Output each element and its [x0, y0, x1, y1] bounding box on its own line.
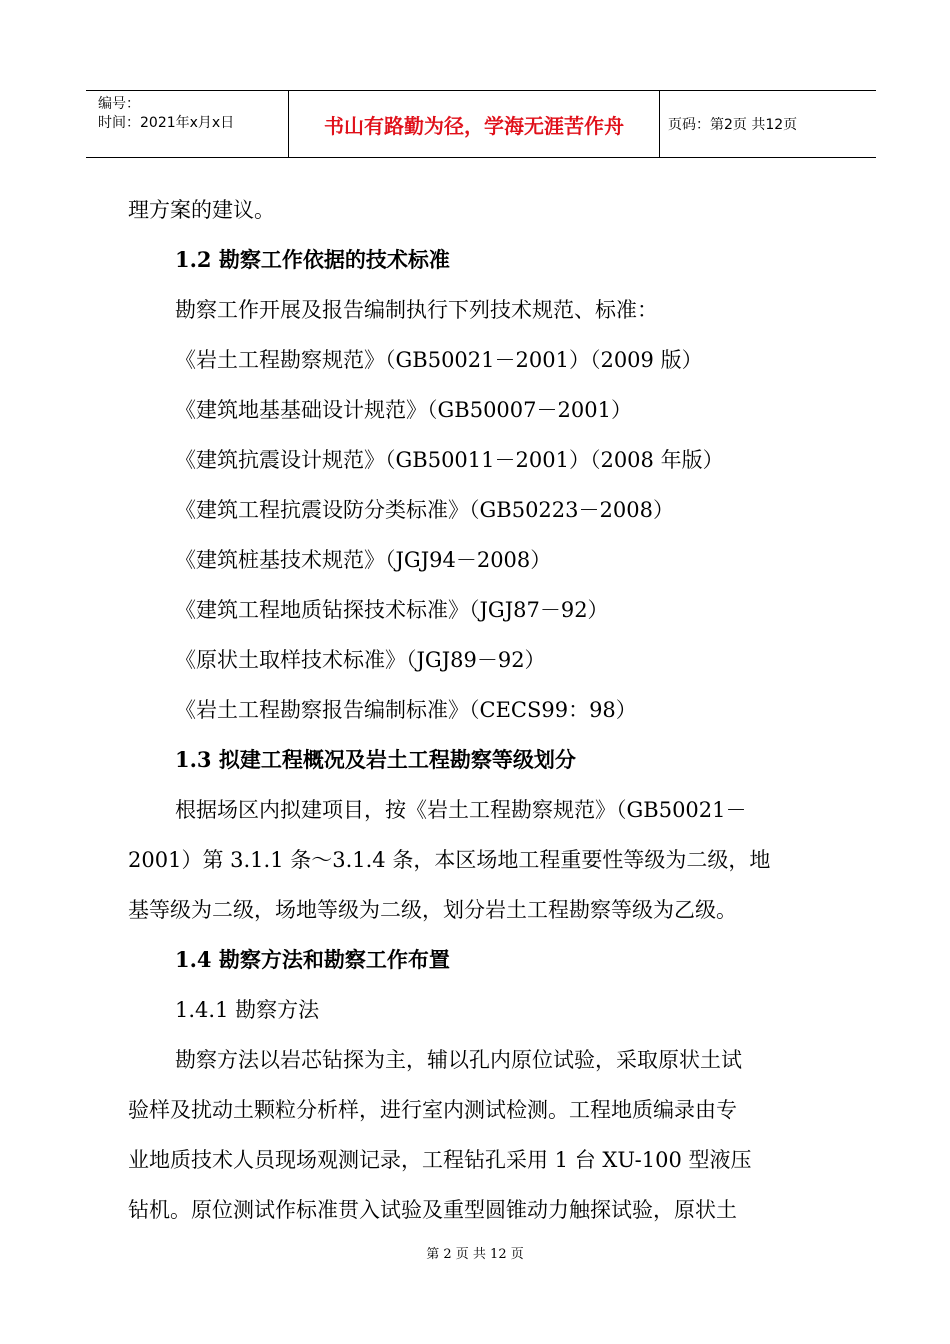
- paragraph-line: 2001）第 3.1.1 条～3.1.4 条，本区场地工程重要性等级为二级，地: [128, 848, 771, 872]
- paragraph-line: 理方案的建议。: [128, 198, 275, 222]
- page-footer: 第 2 页 共 12 页: [426, 1247, 524, 1262]
- standard-item: 《建筑抗震设计规范》（GB50011－2001）（2008 年版）: [175, 448, 724, 472]
- standard-item: 《建筑工程抗震设防分类标准》（GB50223－2008）: [175, 498, 674, 522]
- paragraph-line: 验样及扰动土颗粒分析样，进行室内测试检测。工程地质编录由专: [128, 1098, 737, 1122]
- standard-item: 《建筑地基基础设计规范》（GB50007－2001）: [175, 398, 632, 422]
- header-motto: 书山有路勤为径，学海无涯苦作舟: [288, 91, 660, 157]
- header-page-info: 页码：第2页 共12页: [668, 117, 798, 133]
- subsection-heading-1-4-1: 1.4.1 勘察方法: [175, 998, 320, 1022]
- paragraph-line: 基等级为二级，场地等级为二级，划分岩土工程勘察等级为乙级。: [128, 898, 737, 922]
- section-heading-1-4: 1.4 勘察方法和勘察工作布置: [175, 947, 450, 972]
- paragraph-line: 勘察方法以岩芯钻探为主，辅以孔内原位试验，采取原状土试: [175, 1048, 742, 1072]
- page-header: [86, 90, 876, 158]
- standard-item: 《建筑工程地质钻探技术标准》（JGJ87－92）: [175, 598, 609, 622]
- standard-item: 《岩土工程勘察规范》（GB50021－2001）（2009 版）: [175, 348, 703, 372]
- number-label: 编号：: [98, 96, 140, 112]
- paragraph-line: 钻机。原位测试作标准贯入试验及重型圆锥动力触探试验，原状土: [128, 1198, 737, 1222]
- paragraph-line: 根据场区内拟建项目，按《岩土工程勘察规范》（GB50021－: [175, 798, 747, 822]
- paragraph-line: 勘察工作开展及报告编制执行下列技术规范、标准：: [175, 298, 658, 322]
- section-heading-1-2: 1.2 勘察工作依据的技术标准: [175, 247, 450, 272]
- standard-item: 《建筑桩基技术规范》（JGJ94－2008）: [175, 548, 552, 572]
- section-heading-1-3: 1.3 拟建工程概况及岩土工程勘察等级划分: [175, 747, 576, 772]
- date-label: 时间：2021年x月x日: [98, 115, 235, 131]
- paragraph-line: 业地质技术人员现场观测记录，工程钻孔采用 1 台 XU-100 型液压: [128, 1148, 752, 1172]
- document-body: [128, 185, 838, 1235]
- standard-item: 《岩土工程勘察报告编制标准》（CECS99：98）: [175, 698, 637, 722]
- header-meta: [86, 91, 288, 157]
- standard-item: 《原状土取样技术标准》（JGJ89－92）: [175, 648, 546, 672]
